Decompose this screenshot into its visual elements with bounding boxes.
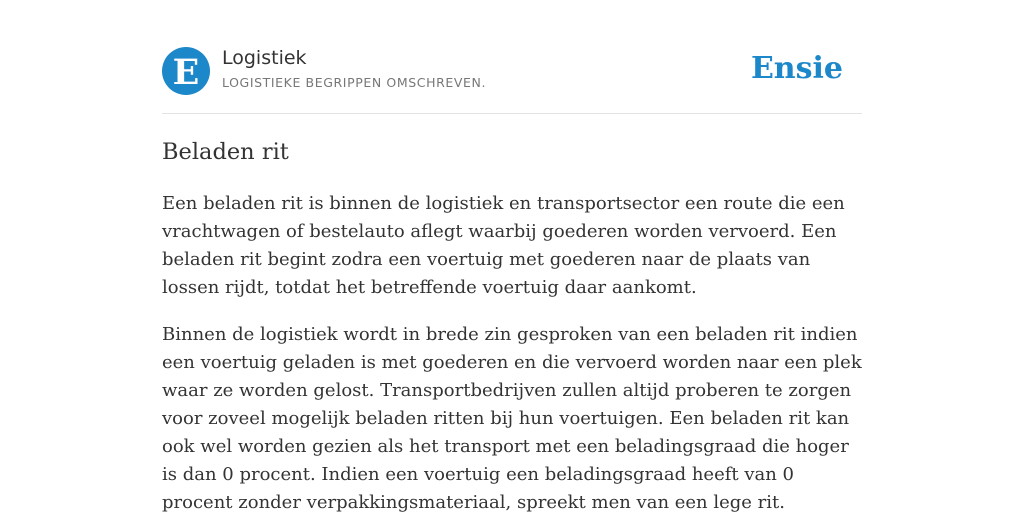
ensie-brand-link[interactable]: Ensie (750, 51, 843, 86)
site-header (162, 0, 862, 114)
article-title: Beladen rit (162, 139, 289, 165)
article-paragraph-1: Een beladen rit is binnen de logistiek en transportsector een route die een vrachtwagen of bestelauto aflegt waarbij goederen worden vervoerd. Een beladen rit begint zodra een voertuig met goederen naar de plaats van lossen rijdt, totdat het betreffende voertuig daar aankomt. (162, 193, 845, 298)
site-name[interactable]: Logistiek (222, 47, 307, 69)
article-paragraph-2: Binnen de logistiek wordt in brede zin gesproken van een beladen rit indien een voertuig geladen is met goederen en die vervoerd worden naar een plek waar ze worden gelost. Transportbedrijven zullen altijd proberen te zorgen voor zoveel mogelijk beladen ritten bij hun voertuigen. Een beladen rit kan ook wel worden gezien als het transport met een beladingsgraad die hoger is dan 0 procent. Indien een voertuig een beladingsgraad heeft van 0 procent zonder verpakkingsmateriaal, spreekt men van een lege rit. (162, 324, 862, 512)
content-container (162, 0, 862, 512)
logo-e-icon (162, 47, 210, 95)
logo-letter: E (172, 52, 200, 93)
site-logo[interactable] (162, 47, 210, 95)
site-tagline: LOGISTIEKE BEGRIPPEN OMSCHREVEN. (222, 75, 487, 90)
